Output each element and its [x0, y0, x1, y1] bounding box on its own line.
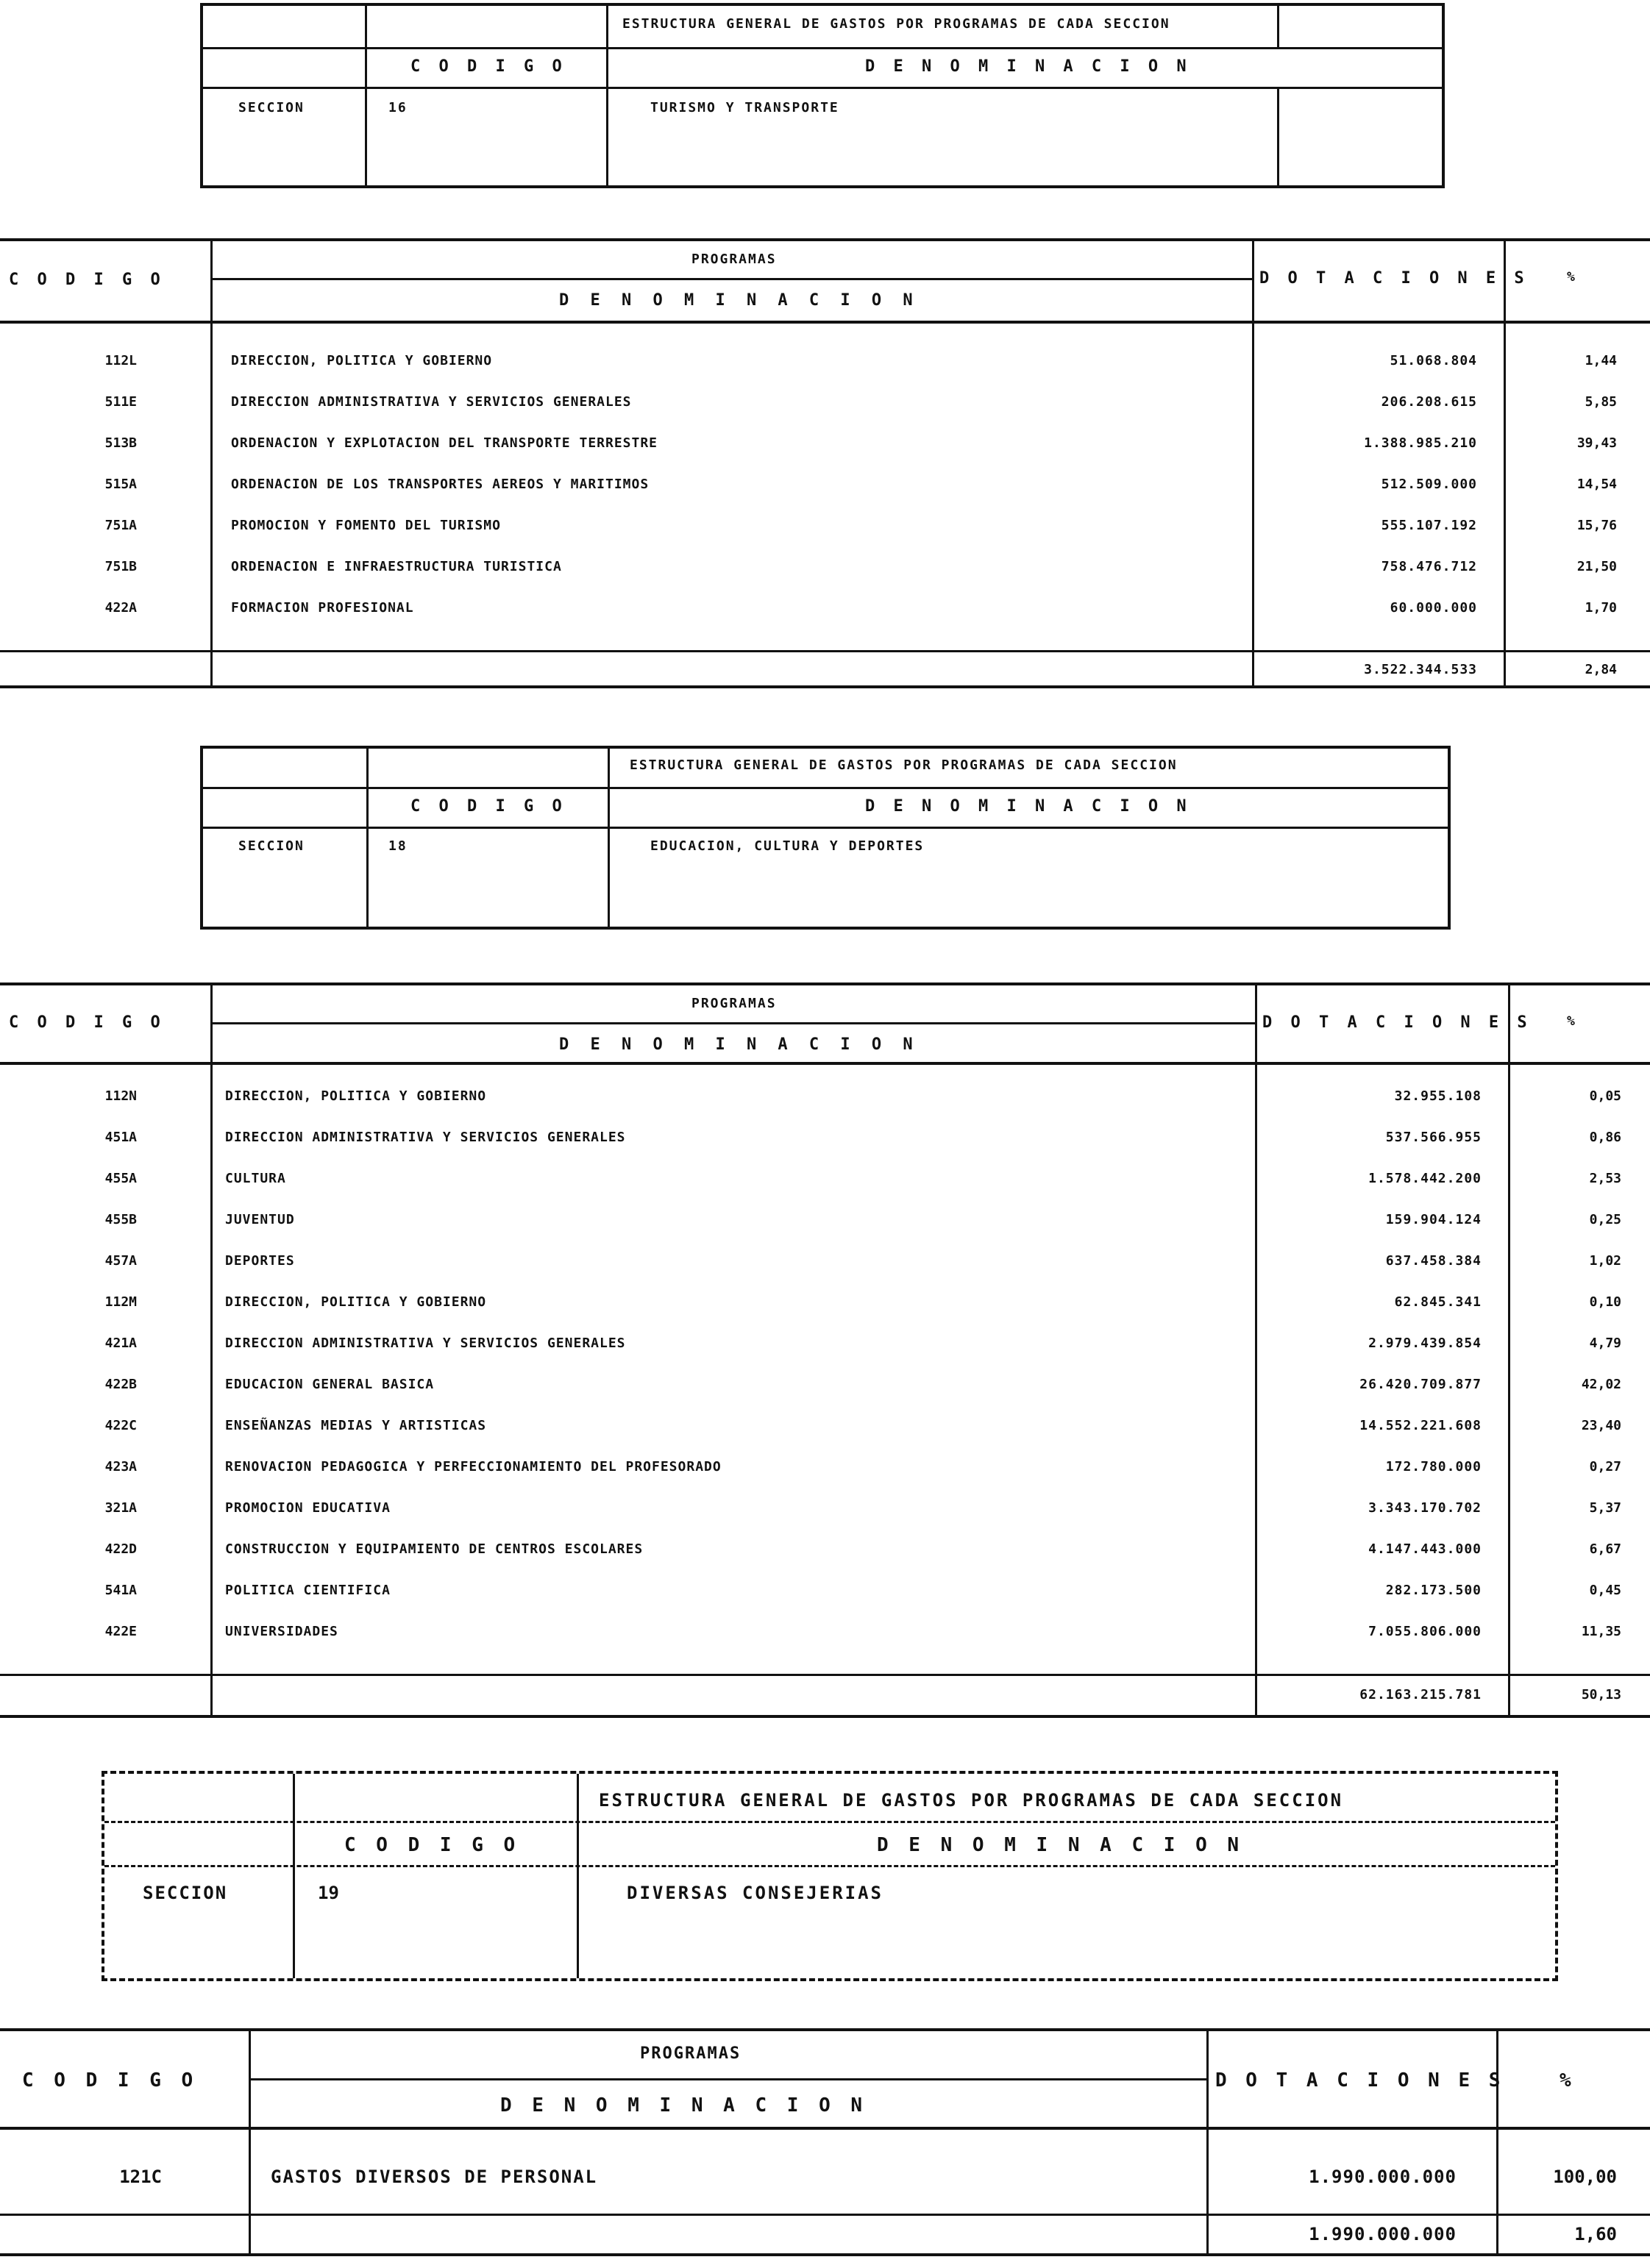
seccion-name: TURISMO Y TRANSPORTE — [650, 100, 839, 115]
row-pct: 1,02 — [1589, 1253, 1621, 1269]
header-codigo-label: C O D I G O — [344, 1834, 520, 1856]
row-name: FORMACION PROFESIONAL — [231, 600, 414, 616]
row-pct: 21,50 — [1576, 559, 1617, 574]
row-amount: 4.147.443.000 — [1368, 1541, 1482, 1557]
row-code: 751B — [104, 559, 137, 574]
row-code: 515A — [104, 477, 137, 492]
row-amount: 1.990.000.000 — [1309, 2167, 1457, 2187]
row-amount: 172.780.000 — [1385, 1459, 1482, 1474]
row-pct: 0,25 — [1589, 1212, 1621, 1227]
row-amount: 1.388.985.210 — [1364, 435, 1477, 451]
row-amount: 51.068.804 — [1390, 353, 1477, 368]
row-pct: 14,54 — [1576, 477, 1617, 492]
table-dotaciones-label: D O T A C I O N E S — [1262, 1013, 1532, 1032]
row-code: 422E — [104, 1624, 137, 1639]
header-title: ESTRUCTURA GENERAL DE GASTOS POR PROGRAMAS DE CADA SECCION — [622, 16, 1170, 32]
table-programas-label: PROGRAMAS — [640, 2044, 742, 2063]
header-denominacion-label: D E N O M I N A C I O N — [865, 797, 1191, 816]
row-code: 112L — [104, 353, 137, 368]
seccion-label: SECCION — [238, 100, 305, 115]
row-code: 451A — [104, 1130, 137, 1145]
row-code: 112M — [104, 1294, 137, 1310]
seccion-code: 19 — [318, 1883, 339, 1903]
section-header-box — [200, 746, 1451, 930]
row-amount: 555.107.192 — [1381, 518, 1477, 533]
seccion-name: DIVERSAS CONSEJERIAS — [627, 1883, 883, 1903]
row-name: DIRECCION, POLITICA Y GOBIERNO — [225, 1088, 487, 1104]
row-code: 751A — [104, 518, 137, 533]
row-code: 423A — [104, 1459, 137, 1474]
row-name: GASTOS DIVERSOS DE PERSONAL — [271, 2167, 598, 2187]
row-name: DIRECCION ADMINISTRATIVA Y SERVICIOS GENERALES — [231, 394, 632, 410]
row-pct: 0,45 — [1589, 1583, 1621, 1598]
table-dotaciones-label: D O T A C I O N E S — [1259, 269, 1529, 288]
table-denominacion-label: D E N O M I N A C I O N — [559, 1035, 919, 1054]
row-amount: 637.458.384 — [1385, 1253, 1482, 1269]
row-code: 541A — [104, 1583, 137, 1598]
table-denominacion-label: D E N O M I N A C I O N — [500, 2094, 867, 2117]
row-pct: 5,37 — [1589, 1500, 1621, 1516]
row-amount: 26.420.709.877 — [1359, 1377, 1482, 1392]
row-pct: 100,00 — [1553, 2167, 1617, 2187]
row-pct: 39,43 — [1576, 435, 1617, 451]
table-total-amount: 3.522.344.533 — [1364, 662, 1477, 677]
seccion-label: SECCION — [143, 1883, 228, 1903]
table-programas-label: PROGRAMAS — [691, 252, 777, 267]
row-code: 121C — [119, 2167, 162, 2187]
row-pct: 42,02 — [1581, 1377, 1621, 1392]
row-code: 422B — [104, 1377, 137, 1392]
row-name: EDUCACION GENERAL BASICA — [225, 1377, 435, 1392]
row-amount: 14.552.221.608 — [1359, 1418, 1482, 1433]
row-code: 455A — [104, 1171, 137, 1186]
row-name: UNIVERSIDADES — [225, 1624, 338, 1639]
row-amount: 32.955.108 — [1394, 1088, 1482, 1104]
row-code: 513B — [104, 435, 137, 451]
section-header-box — [200, 3, 1445, 188]
row-code: 422D — [104, 1541, 137, 1557]
seccion-name: EDUCACION, CULTURA Y DEPORTES — [650, 838, 925, 854]
row-pct: 11,35 — [1581, 1624, 1621, 1639]
row-name: DIRECCION, POLITICA Y GOBIERNO — [225, 1294, 487, 1310]
row-amount: 2.979.439.854 — [1368, 1336, 1482, 1351]
row-code: 321A — [104, 1500, 137, 1516]
table-pct-label: % — [1567, 269, 1576, 285]
header-title: ESTRUCTURA GENERAL DE GASTOS POR PROGRAMAS DE CADA SECCION — [630, 757, 1178, 773]
row-name: RENOVACION PEDAGOGICA Y PERFECCIONAMIENTO DEL PROFESORADO — [225, 1459, 722, 1474]
row-code: 421A — [104, 1336, 137, 1351]
row-name: ORDENACION DE LOS TRANSPORTES AEREOS Y MARITIMOS — [231, 477, 650, 492]
row-amount: 537.566.955 — [1385, 1130, 1482, 1145]
table-pct-label: % — [1560, 2069, 1571, 2092]
row-code: 511E — [104, 394, 137, 410]
header-denominacion-label: D E N O M I N A C I O N — [865, 57, 1191, 76]
row-name: CULTURA — [225, 1171, 286, 1186]
row-pct: 15,76 — [1576, 518, 1617, 533]
seccion-label: SECCION — [238, 838, 305, 854]
row-amount: 1.578.442.200 — [1368, 1171, 1482, 1186]
row-amount: 7.055.806.000 — [1368, 1624, 1482, 1639]
row-amount: 60.000.000 — [1390, 600, 1477, 616]
row-pct: 2,53 — [1589, 1171, 1621, 1186]
row-pct: 5,85 — [1585, 394, 1617, 410]
row-name: ORDENACION Y EXPLOTACION DEL TRANSPORTE TERRESTRE — [231, 435, 658, 451]
table-codigo-label: C O D I G O — [9, 1013, 165, 1032]
row-code: 455B — [104, 1212, 137, 1227]
row-name: DEPORTES — [225, 1253, 295, 1269]
row-name: DIRECCION ADMINISTRATIVA Y SERVICIOS GENERALES — [225, 1130, 626, 1145]
table-dotaciones-label: D O T A C I O N E S — [1215, 2069, 1504, 2092]
row-pct: 23,40 — [1581, 1418, 1621, 1433]
row-name: POLITICA CIENTIFICA — [225, 1583, 391, 1598]
row-amount: 206.208.615 — [1381, 394, 1477, 410]
row-amount: 62.845.341 — [1394, 1294, 1482, 1310]
row-pct: 1,70 — [1585, 600, 1617, 616]
table-total-amount: 62.163.215.781 — [1359, 1687, 1482, 1702]
row-code: 422C — [104, 1418, 137, 1433]
row-pct: 0,27 — [1589, 1459, 1621, 1474]
row-pct: 4,79 — [1589, 1336, 1621, 1351]
programs-table — [0, 977, 1650, 1727]
table-total-pct: 2,84 — [1585, 662, 1617, 677]
table-programas-label: PROGRAMAS — [691, 996, 777, 1011]
programs-table — [0, 234, 1650, 694]
header-codigo-label: C O D I G O — [410, 797, 566, 816]
table-codigo-label: C O D I G O — [9, 271, 165, 289]
table-denominacion-label: D E N O M I N A C I O N — [559, 291, 919, 310]
table-codigo-label: C O D I G O — [22, 2069, 198, 2092]
row-pct: 6,67 — [1589, 1541, 1621, 1557]
row-pct: 1,44 — [1585, 353, 1617, 368]
row-amount: 758.476.712 — [1381, 559, 1477, 574]
row-code: 422A — [104, 600, 137, 616]
row-amount: 512.509.000 — [1381, 477, 1477, 492]
seccion-code: 16 — [388, 100, 408, 115]
header-codigo-label: C O D I G O — [410, 57, 566, 76]
row-code: 457A — [104, 1253, 137, 1269]
row-name: PROMOCION Y FOMENTO DEL TURISMO — [231, 518, 501, 533]
row-name: DIRECCION, POLITICA Y GOBIERNO — [231, 353, 493, 368]
row-pct: 0,05 — [1589, 1088, 1621, 1104]
table-pct-label: % — [1567, 1013, 1576, 1029]
row-code: 112N — [104, 1088, 137, 1104]
row-amount: 159.904.124 — [1385, 1212, 1482, 1227]
seccion-code: 18 — [388, 838, 408, 854]
row-amount: 3.343.170.702 — [1368, 1500, 1482, 1516]
row-name: DIRECCION ADMINISTRATIVA Y SERVICIOS GENERALES — [225, 1336, 626, 1351]
table-total-amount: 1.990.000.000 — [1309, 2224, 1457, 2244]
table-total-pct: 1,60 — [1574, 2224, 1617, 2244]
header-denominacion-label: D E N O M I N A C I O N — [877, 1834, 1244, 1856]
row-name: CONSTRUCCION Y EQUIPAMIENTO DE CENTROS ESCOLARES — [225, 1541, 644, 1557]
row-pct: 0,86 — [1589, 1130, 1621, 1145]
programs-table — [0, 2022, 1650, 2265]
row-name: ENSEÑANZAS MEDIAS Y ARTISTICAS — [225, 1418, 487, 1433]
header-title: ESTRUCTURA GENERAL DE GASTOS POR PROGRAMAS DE CADA SECCION — [599, 1790, 1344, 1811]
row-amount: 282.173.500 — [1385, 1583, 1482, 1598]
table-total-pct: 50,13 — [1581, 1687, 1621, 1702]
row-name: PROMOCION EDUCATIVA — [225, 1500, 391, 1516]
row-name: JUVENTUD — [225, 1212, 295, 1227]
row-pct: 0,10 — [1589, 1294, 1621, 1310]
section-header-box — [102, 1771, 1558, 1981]
row-name: ORDENACION E INFRAESTRUCTURA TURISTICA — [231, 559, 562, 574]
